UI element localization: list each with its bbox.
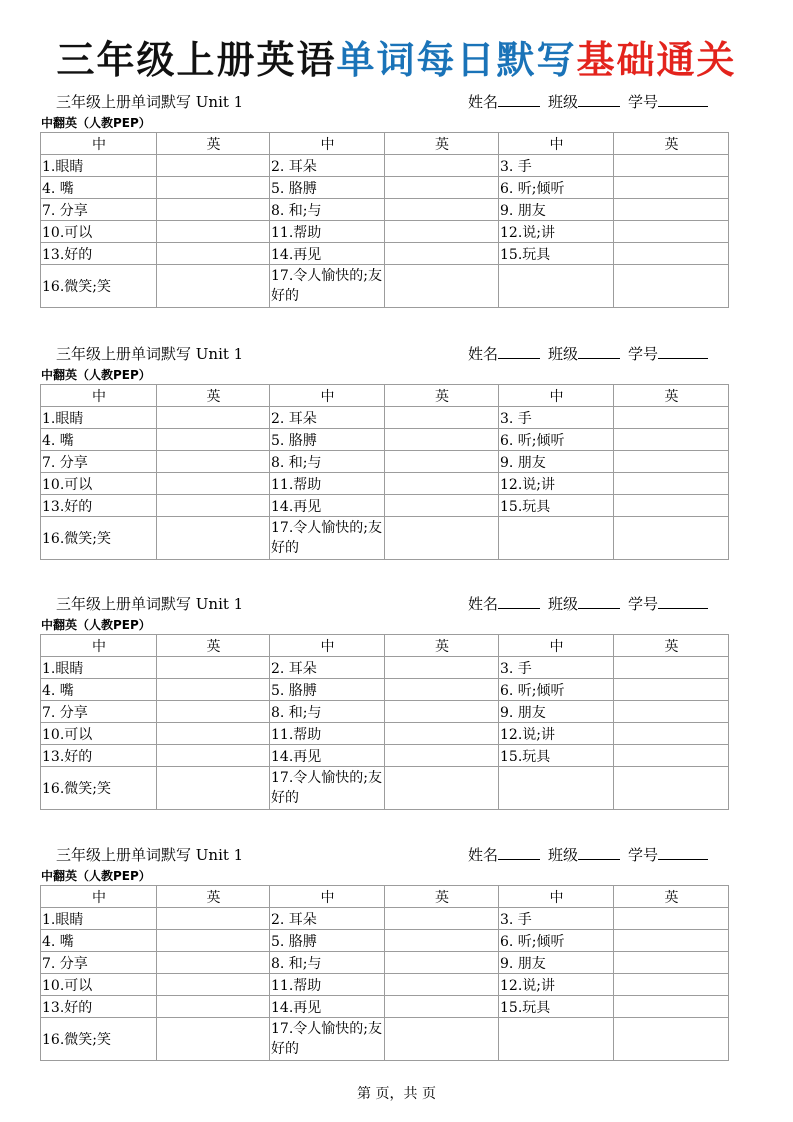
name-blank[interactable] xyxy=(498,92,540,107)
english-answer-cell[interactable] xyxy=(614,723,729,745)
english-answer-cell[interactable] xyxy=(614,407,729,429)
table-row xyxy=(41,908,729,930)
english-answer-cell[interactable] xyxy=(385,429,499,451)
english-answer-cell[interactable] xyxy=(157,701,270,723)
column-header-chinese: 中 xyxy=(41,635,157,657)
chinese-word-cell: 14.再见 xyxy=(270,495,385,517)
dictation-table xyxy=(40,885,729,1061)
column-header-chinese: 中 xyxy=(499,635,614,657)
english-answer-cell[interactable] xyxy=(157,908,270,930)
table-row xyxy=(41,221,729,243)
english-answer-cell[interactable] xyxy=(385,679,499,701)
table-header-row xyxy=(41,886,729,908)
chinese-word-cell: 7. 分享 xyxy=(41,451,157,473)
english-answer-cell[interactable] xyxy=(157,657,270,679)
chinese-word-cell: 3. 手 xyxy=(499,407,614,429)
english-answer-cell[interactable] xyxy=(614,1018,729,1061)
chinese-word-cell: 6. 听;倾听 xyxy=(499,177,614,199)
english-answer-cell[interactable] xyxy=(385,517,499,560)
page-title xyxy=(0,34,793,86)
chinese-word-cell: 13.好的 xyxy=(41,243,157,265)
table-row xyxy=(41,243,729,265)
table-row xyxy=(41,745,729,767)
chinese-word-cell: 7. 分享 xyxy=(41,952,157,974)
chinese-word-cell: 12.说;讲 xyxy=(499,473,614,495)
english-answer-cell[interactable] xyxy=(385,745,499,767)
class-blank[interactable] xyxy=(578,594,620,609)
column-header-english: 英 xyxy=(385,635,499,657)
table-row xyxy=(41,199,729,221)
chinese-word-cell: 6. 听;倾听 xyxy=(499,429,614,451)
english-answer-cell[interactable] xyxy=(157,473,270,495)
chinese-word-cell: 1.眼睛 xyxy=(41,908,157,930)
english-answer-cell[interactable] xyxy=(614,221,729,243)
english-answer-cell[interactable] xyxy=(157,767,270,810)
class-label: 班级 xyxy=(548,93,579,111)
english-answer-cell[interactable] xyxy=(385,407,499,429)
english-answer-cell[interactable] xyxy=(157,745,270,767)
chinese-word-cell: 3. 手 xyxy=(499,908,614,930)
chinese-word-cell: 8. 和;与 xyxy=(270,952,385,974)
name-label: 姓名 xyxy=(468,93,499,111)
english-answer-cell[interactable] xyxy=(385,473,499,495)
column-header-english: 英 xyxy=(614,133,729,155)
english-answer-cell[interactable] xyxy=(157,723,270,745)
name-blank[interactable] xyxy=(498,845,540,860)
class-label: 班级 xyxy=(548,846,579,864)
english-answer-cell[interactable] xyxy=(614,767,729,810)
table-row xyxy=(41,407,729,429)
sheet-heading: 三年级上册单词默写 Unit 1 xyxy=(56,93,244,111)
number-blank[interactable] xyxy=(658,92,708,107)
column-header-english: 英 xyxy=(157,886,270,908)
chinese-word-cell: 15.玩具 xyxy=(499,745,614,767)
chinese-word-cell: 8. 和;与 xyxy=(270,199,385,221)
student-info xyxy=(468,90,708,114)
column-header-english: 英 xyxy=(614,635,729,657)
table-row xyxy=(41,679,729,701)
english-answer-cell[interactable] xyxy=(385,723,499,745)
sheet-subtitle: 中翻英（人教PEP） xyxy=(41,869,151,883)
title-part-2: 单词每日默写 xyxy=(336,38,577,82)
student-info xyxy=(468,342,708,366)
chinese-word-cell: 11.帮助 xyxy=(270,974,385,996)
chinese-word-cell: 15.玩具 xyxy=(499,243,614,265)
page-footer: 第 页，共 页 xyxy=(357,1086,436,1102)
english-answer-cell[interactable] xyxy=(614,657,729,679)
english-answer-cell[interactable] xyxy=(614,996,729,1018)
table-row xyxy=(41,930,729,952)
chinese-word-cell: 4. 嘴 xyxy=(41,429,157,451)
english-answer-cell[interactable] xyxy=(157,407,270,429)
english-answer-cell[interactable] xyxy=(614,517,729,560)
column-header-english: 英 xyxy=(614,886,729,908)
name-label: 姓名 xyxy=(468,345,499,363)
column-header-chinese: 中 xyxy=(270,385,385,407)
chinese-word-cell: 14.再见 xyxy=(270,243,385,265)
table-row xyxy=(41,723,729,745)
english-answer-cell[interactable] xyxy=(614,243,729,265)
table-row xyxy=(41,429,729,451)
chinese-word-cell: 5. 胳膊 xyxy=(270,429,385,451)
english-answer-cell[interactable] xyxy=(385,243,499,265)
chinese-word-cell: 16.微笑;笑 xyxy=(41,265,157,308)
chinese-word-cell: 4. 嘴 xyxy=(41,930,157,952)
table-row xyxy=(41,996,729,1018)
chinese-word-cell: 14.再见 xyxy=(270,996,385,1018)
english-answer-cell[interactable] xyxy=(385,1018,499,1061)
english-answer-cell[interactable] xyxy=(385,952,499,974)
english-answer-cell[interactable] xyxy=(157,177,270,199)
chinese-word-cell: 17.令人愉快的;友好的 xyxy=(270,767,385,810)
title-part-1: 三年级上册英语 xyxy=(56,38,337,82)
english-answer-cell[interactable] xyxy=(385,451,499,473)
chinese-word-cell: 17.令人愉快的;友好的 xyxy=(270,1018,385,1061)
chinese-word-cell: 1.眼睛 xyxy=(41,155,157,177)
column-header-chinese: 中 xyxy=(41,886,157,908)
title-part-3: 基础通关 xyxy=(576,38,737,82)
english-answer-cell[interactable] xyxy=(157,495,270,517)
chinese-word-cell xyxy=(499,265,614,308)
table-row xyxy=(41,495,729,517)
chinese-word-cell: 9. 朋友 xyxy=(499,952,614,974)
column-header-english: 英 xyxy=(385,886,499,908)
english-answer-cell[interactable] xyxy=(614,908,729,930)
column-header-english: 英 xyxy=(157,385,270,407)
english-answer-cell[interactable] xyxy=(157,974,270,996)
english-answer-cell[interactable] xyxy=(614,265,729,308)
chinese-word-cell: 10.可以 xyxy=(41,723,157,745)
chinese-word-cell: 10.可以 xyxy=(41,974,157,996)
english-answer-cell[interactable] xyxy=(385,996,499,1018)
dictation-sheet xyxy=(40,592,728,810)
english-answer-cell[interactable] xyxy=(385,657,499,679)
chinese-word-cell: 3. 手 xyxy=(499,657,614,679)
chinese-word-cell: 2. 耳朵 xyxy=(270,155,385,177)
number-blank[interactable] xyxy=(658,344,708,359)
english-answer-cell[interactable] xyxy=(614,429,729,451)
number-label: 学号 xyxy=(628,345,659,363)
chinese-word-cell: 15.玩具 xyxy=(499,495,614,517)
student-info xyxy=(468,592,708,616)
student-info xyxy=(468,843,708,867)
sheet-subtitle: 中翻英（人教PEP） xyxy=(41,618,151,632)
chinese-word-cell: 2. 耳朵 xyxy=(270,407,385,429)
table-row xyxy=(41,473,729,495)
sheet-heading: 三年级上册单词默写 Unit 1 xyxy=(56,595,244,613)
english-answer-cell[interactable] xyxy=(385,930,499,952)
chinese-word-cell: 17.令人愉快的;友好的 xyxy=(270,517,385,560)
name-blank[interactable] xyxy=(498,594,540,609)
chinese-word-cell: 10.可以 xyxy=(41,473,157,495)
chinese-word-cell: 4. 嘴 xyxy=(41,177,157,199)
column-header-chinese: 中 xyxy=(499,133,614,155)
english-answer-cell[interactable] xyxy=(157,451,270,473)
column-header-english: 英 xyxy=(385,133,499,155)
chinese-word-cell: 12.说;讲 xyxy=(499,974,614,996)
english-answer-cell[interactable] xyxy=(385,199,499,221)
english-answer-cell[interactable] xyxy=(157,952,270,974)
english-answer-cell[interactable] xyxy=(614,155,729,177)
english-answer-cell[interactable] xyxy=(385,974,499,996)
sheet-subtitle: 中翻英（人教PEP） xyxy=(41,116,151,130)
chinese-word-cell: 12.说;讲 xyxy=(499,221,614,243)
chinese-word-cell: 11.帮助 xyxy=(270,723,385,745)
english-answer-cell[interactable] xyxy=(614,974,729,996)
english-answer-cell[interactable] xyxy=(614,701,729,723)
chinese-word-cell: 5. 胳膊 xyxy=(270,930,385,952)
column-header-chinese: 中 xyxy=(270,886,385,908)
number-blank[interactable] xyxy=(658,594,708,609)
table-header-row xyxy=(41,133,729,155)
chinese-word-cell: 6. 听;倾听 xyxy=(499,930,614,952)
english-answer-cell[interactable] xyxy=(385,701,499,723)
number-label: 学号 xyxy=(628,846,659,864)
sheet-header xyxy=(40,90,728,114)
english-answer-cell[interactable] xyxy=(614,745,729,767)
chinese-word-cell: 1.眼睛 xyxy=(41,657,157,679)
column-header-chinese: 中 xyxy=(41,133,157,155)
class-label: 班级 xyxy=(548,595,579,613)
english-answer-cell[interactable] xyxy=(614,495,729,517)
class-blank[interactable] xyxy=(578,344,620,359)
column-header-chinese: 中 xyxy=(270,635,385,657)
english-answer-cell[interactable] xyxy=(614,930,729,952)
column-header-chinese: 中 xyxy=(499,385,614,407)
english-answer-cell[interactable] xyxy=(157,221,270,243)
chinese-word-cell: 16.微笑;笑 xyxy=(41,1018,157,1061)
english-answer-cell[interactable] xyxy=(614,199,729,221)
english-answer-cell[interactable] xyxy=(157,679,270,701)
chinese-word-cell xyxy=(499,1018,614,1061)
chinese-word-cell: 16.微笑;笑 xyxy=(41,767,157,810)
column-header-chinese: 中 xyxy=(270,133,385,155)
english-answer-cell[interactable] xyxy=(157,155,270,177)
chinese-word-cell: 17.令人愉快的;友好的 xyxy=(270,265,385,308)
sheet-heading: 三年级上册单词默写 Unit 1 xyxy=(56,345,244,363)
english-answer-cell[interactable] xyxy=(157,243,270,265)
chinese-word-cell: 2. 耳朵 xyxy=(270,908,385,930)
number-blank[interactable] xyxy=(658,845,708,860)
dictation-sheet xyxy=(40,342,728,560)
chinese-word-cell: 4. 嘴 xyxy=(41,679,157,701)
english-answer-cell[interactable] xyxy=(614,451,729,473)
class-blank[interactable] xyxy=(578,845,620,860)
dictation-table xyxy=(40,384,729,560)
english-answer-cell[interactable] xyxy=(614,177,729,199)
english-answer-cell[interactable] xyxy=(614,473,729,495)
chinese-word-cell: 7. 分享 xyxy=(41,199,157,221)
chinese-word-cell: 3. 手 xyxy=(499,155,614,177)
column-header-english: 英 xyxy=(614,385,729,407)
name-blank[interactable] xyxy=(498,344,540,359)
english-answer-cell[interactable] xyxy=(157,996,270,1018)
table-row xyxy=(41,767,729,810)
english-answer-cell[interactable] xyxy=(385,265,499,308)
chinese-word-cell: 10.可以 xyxy=(41,221,157,243)
chinese-word-cell: 1.眼睛 xyxy=(41,407,157,429)
english-answer-cell[interactable] xyxy=(385,495,499,517)
table-header-row xyxy=(41,385,729,407)
english-answer-cell[interactable] xyxy=(157,199,270,221)
english-answer-cell[interactable] xyxy=(385,908,499,930)
table-row xyxy=(41,177,729,199)
table-row xyxy=(41,657,729,679)
table-header-row xyxy=(41,635,729,657)
number-label: 学号 xyxy=(628,93,659,111)
column-header-english: 英 xyxy=(385,385,499,407)
english-answer-cell[interactable] xyxy=(157,1018,270,1061)
table-row xyxy=(41,974,729,996)
chinese-word-cell: 7. 分享 xyxy=(41,701,157,723)
class-label: 班级 xyxy=(548,345,579,363)
chinese-word-cell: 9. 朋友 xyxy=(499,701,614,723)
table-row xyxy=(41,155,729,177)
column-header-english: 英 xyxy=(157,635,270,657)
name-label: 姓名 xyxy=(468,846,499,864)
table-row xyxy=(41,1018,729,1061)
dictation-table xyxy=(40,634,729,810)
english-answer-cell[interactable] xyxy=(157,429,270,451)
sheet-header xyxy=(40,592,728,616)
chinese-word-cell: 5. 胳膊 xyxy=(270,679,385,701)
chinese-word-cell: 16.微笑;笑 xyxy=(41,517,157,560)
sheet-subtitle: 中翻英（人教PEP） xyxy=(41,368,151,382)
name-label: 姓名 xyxy=(468,595,499,613)
table-row xyxy=(41,265,729,308)
english-answer-cell[interactable] xyxy=(157,265,270,308)
chinese-word-cell: 12.说;讲 xyxy=(499,723,614,745)
english-answer-cell[interactable] xyxy=(385,177,499,199)
chinese-word-cell: 9. 朋友 xyxy=(499,451,614,473)
table-row xyxy=(41,701,729,723)
english-answer-cell[interactable] xyxy=(385,221,499,243)
chinese-word-cell: 5. 胳膊 xyxy=(270,177,385,199)
chinese-word-cell: 13.好的 xyxy=(41,745,157,767)
table-row xyxy=(41,451,729,473)
chinese-word-cell: 14.再见 xyxy=(270,745,385,767)
chinese-word-cell: 8. 和;与 xyxy=(270,451,385,473)
sheet-heading: 三年级上册单词默写 Unit 1 xyxy=(56,846,244,864)
column-header-english: 英 xyxy=(157,133,270,155)
chinese-word-cell xyxy=(499,517,614,560)
dictation-table xyxy=(40,132,729,308)
chinese-word-cell: 11.帮助 xyxy=(270,473,385,495)
dictation-sheet xyxy=(40,90,728,308)
english-answer-cell[interactable] xyxy=(157,930,270,952)
chinese-word-cell: 6. 听;倾听 xyxy=(499,679,614,701)
english-answer-cell[interactable] xyxy=(157,517,270,560)
table-row xyxy=(41,952,729,974)
chinese-word-cell xyxy=(499,767,614,810)
column-header-chinese: 中 xyxy=(499,886,614,908)
english-answer-cell[interactable] xyxy=(385,767,499,810)
chinese-word-cell: 13.好的 xyxy=(41,495,157,517)
chinese-word-cell: 2. 耳朵 xyxy=(270,657,385,679)
english-answer-cell[interactable] xyxy=(385,155,499,177)
sheet-header xyxy=(40,843,728,867)
chinese-word-cell: 8. 和;与 xyxy=(270,701,385,723)
chinese-word-cell: 11.帮助 xyxy=(270,221,385,243)
sheet-header xyxy=(40,342,728,366)
english-answer-cell[interactable] xyxy=(614,679,729,701)
chinese-word-cell: 13.好的 xyxy=(41,996,157,1018)
table-row xyxy=(41,517,729,560)
column-header-chinese: 中 xyxy=(41,385,157,407)
dictation-sheet xyxy=(40,843,728,1061)
number-label: 学号 xyxy=(628,595,659,613)
english-answer-cell[interactable] xyxy=(614,952,729,974)
chinese-word-cell: 9. 朋友 xyxy=(499,199,614,221)
chinese-word-cell: 15.玩具 xyxy=(499,996,614,1018)
class-blank[interactable] xyxy=(578,92,620,107)
